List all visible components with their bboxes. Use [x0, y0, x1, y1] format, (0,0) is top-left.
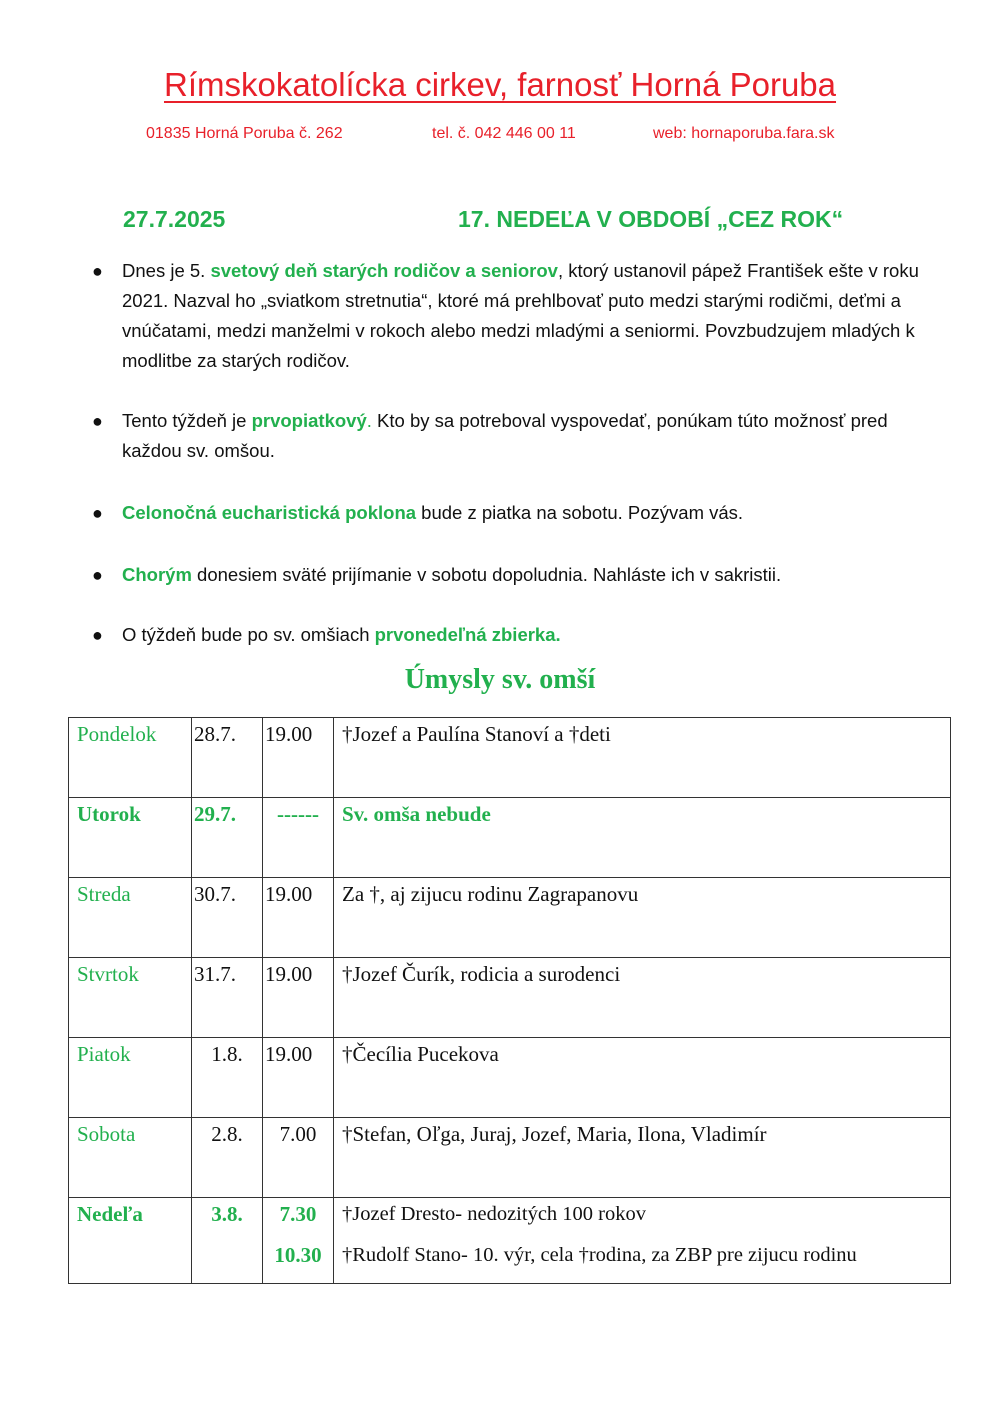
parish-phone: tel. č. 042 446 00 11 [432, 125, 576, 142]
time-cell: 19.00 [263, 878, 334, 958]
intention-cell: †Čecília Pucekova [334, 1038, 951, 1118]
intention-cell: †Jozef Čurík, rodicia a surodenci [334, 958, 951, 1038]
day-cell: Stvrtok [69, 958, 192, 1038]
intention-cell [334, 1198, 951, 1284]
table-row [69, 798, 951, 878]
intention-cell: †Stefan, Oľga, Juraj, Jozef, Maria, Ilona, Vladimír [334, 1118, 951, 1198]
intention-value: †Jozef Dresto- nedozitých 100 rokov [342, 1203, 646, 1225]
mass-intentions-table [68, 717, 951, 1284]
table-row [69, 1118, 951, 1198]
intention-cell: †Jozef a Paulína Stanoví a †deti [334, 718, 951, 798]
date-cell: 3.8. [192, 1198, 263, 1284]
parish-title: Rímskokatolícka cirkev, farnosť Horná Poruba [163, 66, 837, 103]
bullet-icon: ● [92, 503, 103, 523]
bullet-icon: ● [92, 565, 103, 585]
table-row [69, 958, 951, 1038]
time-cell [263, 1198, 334, 1284]
bullet-icon: ● [92, 261, 103, 281]
announcement-item: ● Dnes je 5. svetový deň starých rodičov a seniorov, ktorý ustanovil pápež František ešte v roku 2021. Nazval ho „sviatkom stretnutia“, ktoré má prehlbovať puto medzi starými rodičmi, deťmi a vnúčatami, medzi manželmi v rokoch alebo medzi mladými a seniormi. Povzbudzujem mladých k modlitbe za starých rodičov. [122, 256, 942, 376]
table-row [69, 878, 951, 958]
day-cell: Piatok [69, 1038, 192, 1118]
announcement-item: ● Chorým donesiem sväté prijímanie v sobotu dopoludnia. Nahláste ich v sakristii. [122, 560, 942, 590]
announcement-item: ● Tento týždeň je prvopiatkový. Kto by sa potreboval vyspovedať, ponúkam túto možnosť pred každou sv. omšou. [122, 406, 942, 466]
day-cell: Pondelok [69, 718, 192, 798]
time-cell: 19.00 [263, 718, 334, 798]
bullet-icon: ● [92, 411, 103, 431]
table-row [69, 718, 951, 798]
time-cell: 7.00 [263, 1118, 334, 1198]
date-cell: 2.8. [192, 1118, 263, 1198]
time-value: 10.30 [274, 1243, 322, 1267]
date-cell: 28.7. [192, 718, 263, 798]
date-cell: 1.8. [192, 1038, 263, 1118]
day-cell: Utorok [69, 798, 192, 878]
mass-intentions-title: Úmysly sv. omší [404, 664, 596, 695]
announcement-item: ● O týždeň bude po sv. omšiach prvonedeľná zbierka. [122, 620, 942, 650]
day-cell: Nedeľa [69, 1198, 192, 1284]
time-cell: ------ [263, 798, 334, 878]
announcement-item: ● Celonočná eucharistická poklona bude z piatka na sobotu. Pozývam vás. [122, 498, 942, 528]
time-value: 7.30 [279, 1202, 317, 1226]
day-cell: Streda [69, 878, 192, 958]
bullet-icon: ● [92, 625, 103, 645]
time-cell: 19.00 [263, 1038, 334, 1118]
parish-web: web: hornaporuba.fara.sk [653, 125, 835, 142]
time-cell: 19.00 [263, 958, 334, 1038]
intention-cell: Sv. omša nebude [334, 798, 951, 878]
date-cell: 29.7. [192, 798, 263, 878]
parish-address: 01835 Horná Poruba č. 262 [146, 125, 343, 142]
day-cell: Sobota [69, 1118, 192, 1198]
table-row [69, 1198, 951, 1284]
intention-cell: Za †, aj zijucu rodinu Zagrapanovu [334, 878, 951, 958]
date-cell: 31.7. [192, 958, 263, 1038]
bulletin-date: 27.7.2025 [123, 206, 226, 232]
liturgical-sunday: 17. NEDEĽA V OBDOBÍ „CEZ ROK“ [458, 206, 844, 232]
table-row [69, 1038, 951, 1118]
intention-value: †Rudolf Stano- 10. výr, cela †rodina, za ZBP pre zijucu rodinu [342, 1244, 857, 1266]
date-cell: 30.7. [192, 878, 263, 958]
